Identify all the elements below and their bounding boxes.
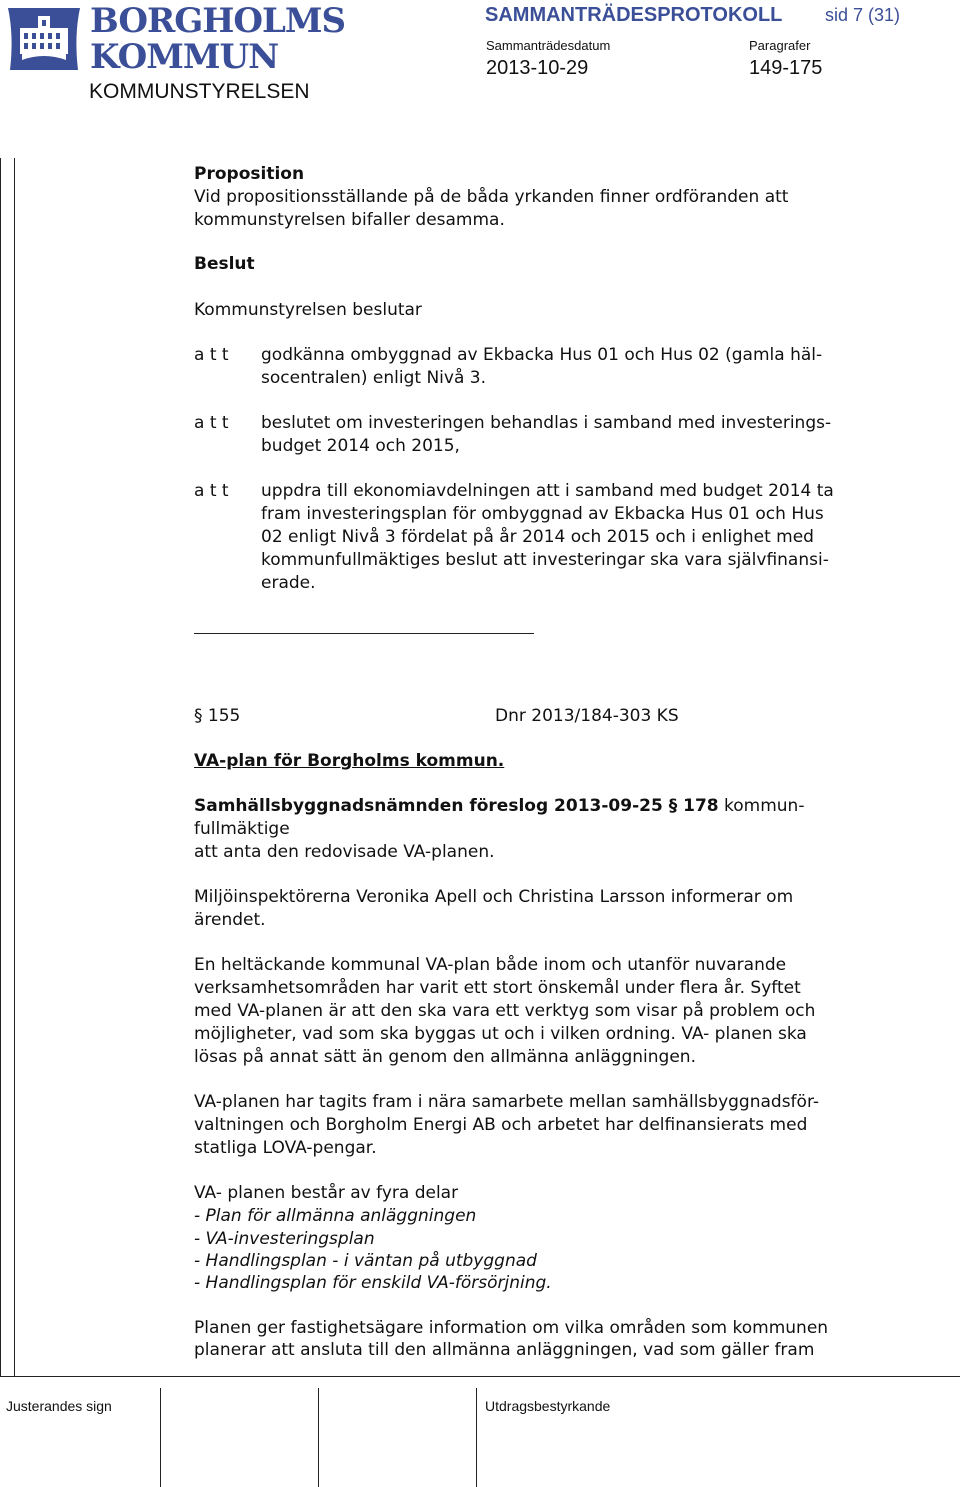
paragraph-line: planerar att ansluta till den allmänna anläggningen, vad som gäller fram: [194, 1340, 815, 1360]
organization-unit: KOMMUNSTYRELSEN: [89, 80, 310, 103]
proposal-bold: Samhällsbyggnadsnämnden föreslog 2013-09-25 § 178: [194, 796, 719, 816]
adjusters-signature-label: Justerandes sign: [6, 1398, 112, 1414]
list-item: - VA-investeringsplan: [194, 1229, 375, 1249]
meeting-date-label: Sammanträdesdatum: [486, 38, 611, 53]
decision-item-line: budget 2014 och 2015,: [261, 436, 460, 456]
decision-item-line: uppdra till ekonomiavdelningen att i samband med budget 2014 ta: [261, 481, 834, 501]
signature-box-divider: [318, 1388, 319, 1487]
paragraph-line: En heltäckande kommunal VA-plan både inom och utanför nuvarande: [194, 955, 787, 975]
proposal-line: fullmäktige: [194, 819, 290, 839]
extract-certification-label: Utdragsbestyrkande: [485, 1398, 611, 1414]
paragraph-line: ärendet.: [194, 910, 266, 930]
decision-item-line: erade.: [261, 573, 316, 593]
section-symbol: §: [194, 706, 203, 726]
page-number: sid 7 (31): [825, 5, 901, 25]
organization-name-line2: KOMMUN: [90, 37, 279, 77]
proposal-line: att anta den redovisade VA-planen.: [194, 842, 495, 862]
municipality-crest-icon: [8, 6, 80, 72]
att-marker: a t t: [194, 481, 229, 501]
paragraph-line: Miljöinspektörerna Veronika Apell och Christina Larsson informerar om: [194, 887, 794, 907]
proposition-heading: Proposition: [194, 164, 305, 184]
case-number: Dnr 2013/184-303 KS: [495, 706, 679, 726]
section-number-value: 155: [207, 706, 241, 726]
footer-rule: [0, 1376, 960, 1377]
att-marker: a t t: [194, 345, 229, 365]
decision-item-line: fram investeringsplan för ombyggnad av Ekbacka Hus 01 och Hus: [261, 504, 824, 524]
paragraph-line: verksamhetsområden har varit ett stort önskemål under flera år. Syftet: [194, 978, 801, 998]
section-number: [194, 705, 240, 728]
proposition-text-line: kommunstyrelsen bifaller desamma.: [194, 210, 505, 230]
list-item: - Handlingsplan för enskild VA-försörjning.: [194, 1273, 552, 1293]
section-title: VA-plan för Borgholms kommun.: [194, 751, 505, 771]
parts-intro: VA- planen består av fyra delar: [194, 1183, 459, 1203]
paragraph-line: valtningen och Borgholm Energi AB och arbetet har delfinansierats med: [194, 1115, 808, 1135]
proposition-text-line: Vid propositionsställande på de båda yrkanden finner ordföranden att: [194, 187, 789, 207]
list-item: - Handlingsplan - i väntan på utbyggnad: [194, 1251, 537, 1271]
margin-line-outer: [0, 158, 1, 1376]
proposal-line: [194, 795, 804, 818]
document-title: SAMMANTRÄDESPROTOKOLL: [485, 4, 783, 26]
att-marker: a t t: [194, 413, 229, 433]
paragraph-line: lösas på annat sätt än genom den allmänna anläggningen.: [194, 1047, 696, 1067]
decision-intro: Kommunstyrelsen beslutar: [194, 300, 422, 320]
paragraph-line: Planen ger fastighetsägare information om vilka områden som kommunen: [194, 1318, 829, 1338]
decision-heading: Beslut: [194, 254, 255, 274]
paragraph-line: VA-planen har tagits fram i nära samarbete mellan samhällsbyggnadsför-: [194, 1092, 819, 1112]
decision-item-line: beslutet om investeringen behandlas i samband med investerings-: [261, 413, 832, 433]
paragraph-line: statliga LOVA-pengar.: [194, 1138, 377, 1158]
paragraph-range: 149-175: [749, 57, 823, 79]
decision-item-line: socentralen) enligt Nivå 3.: [261, 368, 486, 388]
list-item: - Plan för allmänna anläggningen: [194, 1206, 477, 1226]
decision-item-line: godkänna ombyggnad av Ekbacka Hus 01 och Hus 02 (gamla häl-: [261, 345, 823, 365]
decision-item-line: kommunfullmäktiges beslut att investeringar ska vara självfinansi-: [261, 550, 829, 570]
section-divider: [194, 633, 534, 634]
signature-box-divider: [160, 1388, 161, 1487]
signature-box-divider: [476, 1388, 477, 1487]
margin-line-inner: [14, 158, 15, 1376]
proposal-rest: kommun-: [718, 796, 805, 816]
paragraph-line: möjligheter, vad som ska byggas ut och i vilken ordning. VA- planen ska: [194, 1024, 807, 1044]
paragraph-line: med VA-planen är att den ska vara ett verktyg som visar på problem och: [194, 1001, 816, 1021]
paragraphs-label: Paragrafer: [749, 38, 811, 53]
organization-name-line1: BORGHOLMS: [90, 1, 346, 41]
decision-item-line: 02 enligt Nivå 3 fördelat på år 2014 och 2015 och i enlighet med: [261, 527, 814, 547]
meeting-date: 2013-10-29: [486, 57, 589, 79]
